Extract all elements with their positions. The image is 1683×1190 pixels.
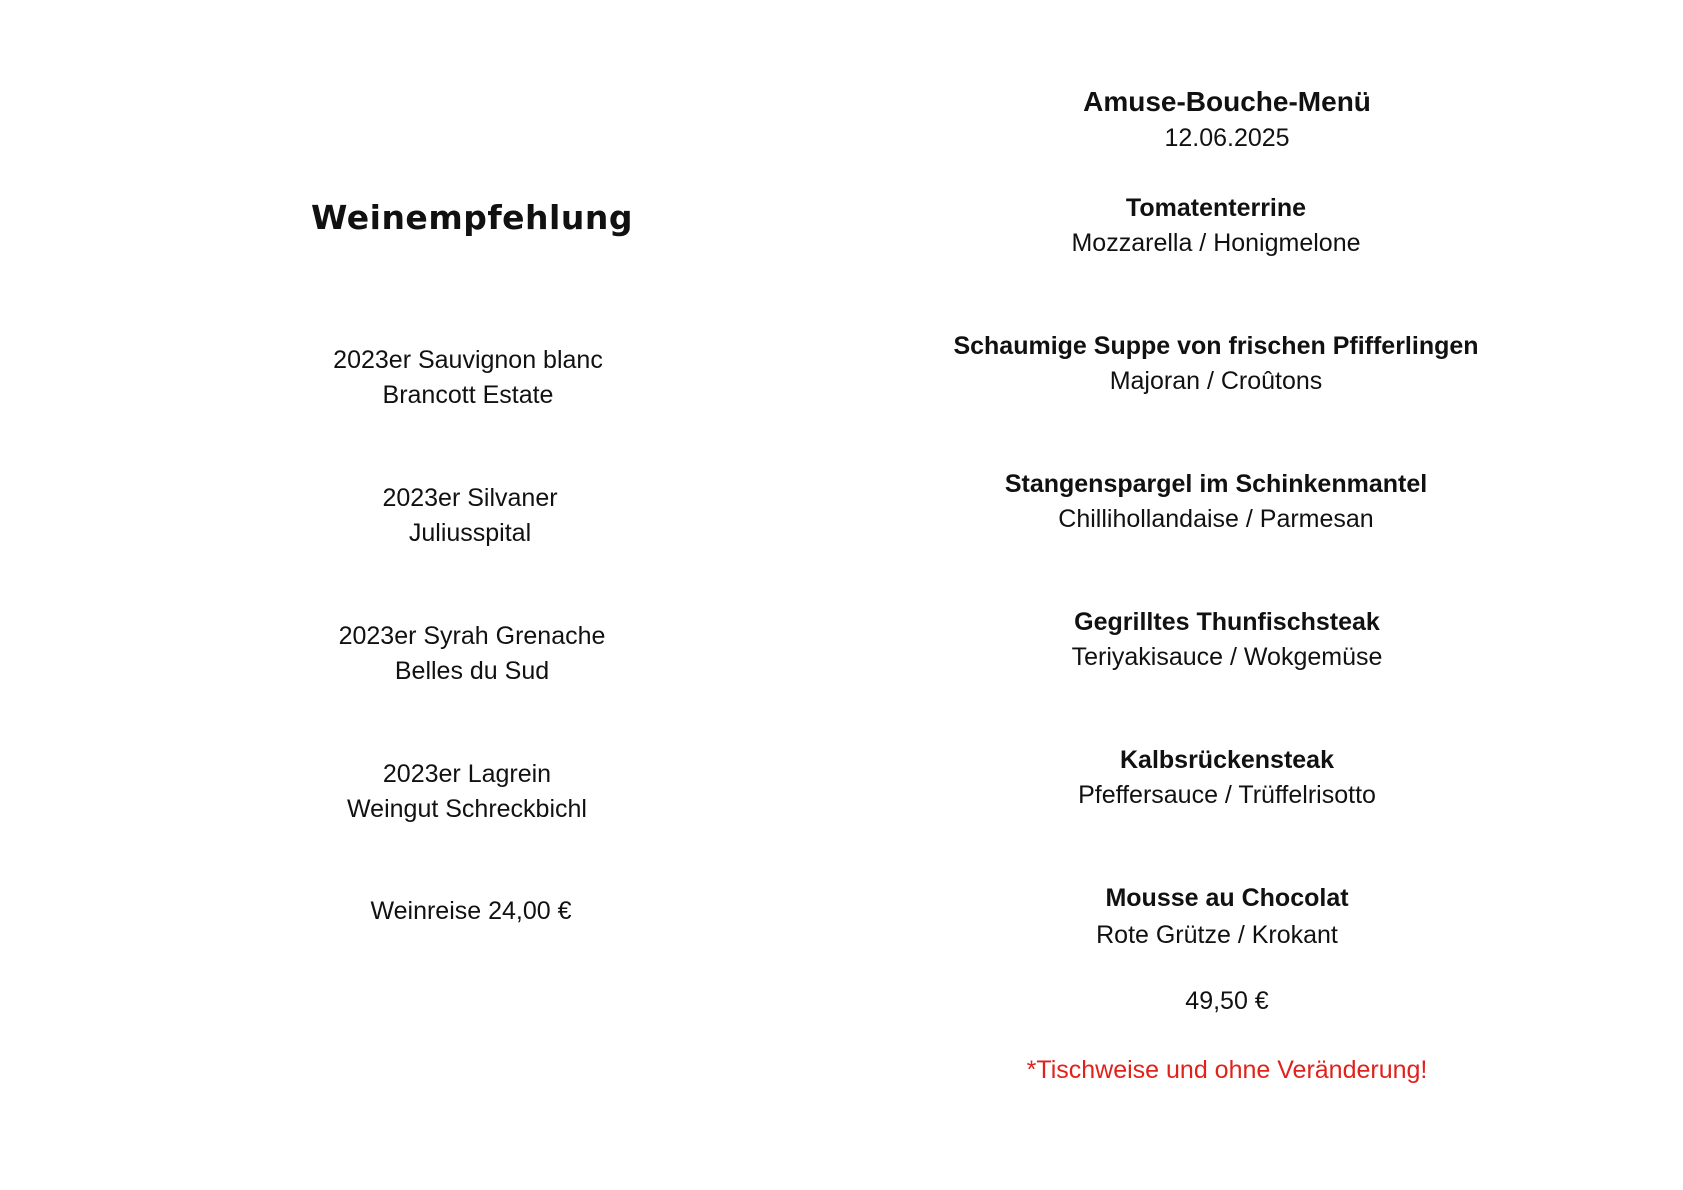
wine-item-1-vintage: 2023er Sauvignon blanc — [333, 346, 603, 374]
course-4-desc: Teriyakisauce / Wokgemüse — [1071, 643, 1383, 671]
course-6-name: Mousse au Chocolat — [1105, 884, 1349, 912]
course-3-desc: Chillihollandaise / Parmesan — [1058, 505, 1374, 533]
course-6-desc: Rote Grütze / Krokant — [1096, 921, 1338, 949]
course-1-name: Tomatenterrine — [1125, 194, 1307, 222]
wine-item-2-vintage: 2023er Silvaner — [382, 484, 558, 512]
course-5-name: Kalbsrückensteak — [1119, 746, 1335, 774]
wine-heading: Weinempfehlung — [311, 198, 633, 237]
menu-note: *Tischweise und ohne Veränderung! — [1026, 1056, 1428, 1084]
menu-price: 49,50 € — [1185, 987, 1269, 1015]
course-2-name: Schaumige Suppe von frischen Pfifferlingen — [953, 332, 1479, 360]
course-3-name: Stangenspargel im Schinkenmantel — [1004, 470, 1428, 498]
wine-item-3-vintage: 2023er Syrah Grenache — [338, 622, 606, 650]
menu-date: 12.06.2025 — [1164, 124, 1290, 152]
menu-title: Amuse-Bouche-Menü — [1083, 86, 1371, 117]
wine-item-1-producer: Brancott Estate — [382, 381, 554, 409]
course-2-desc: Majoran / Croûtons — [1109, 367, 1323, 395]
wine-item-3-producer: Belles du Sud — [394, 657, 550, 685]
course-5-desc: Pfeffersauce / Trüffelrisotto — [1078, 781, 1376, 809]
course-4-name: Gegrilltes Thunfischsteak — [1074, 608, 1380, 636]
wine-journey-price: Weinreise 24,00 € — [370, 897, 572, 925]
wine-item-4-vintage: 2023er Lagrein — [382, 760, 552, 788]
wine-item-4-producer: Weingut Schreckbichl — [347, 795, 587, 823]
course-1-desc: Mozzarella / Honigmelone — [1071, 229, 1361, 257]
wine-item-2-producer: Juliusspital — [408, 519, 532, 547]
